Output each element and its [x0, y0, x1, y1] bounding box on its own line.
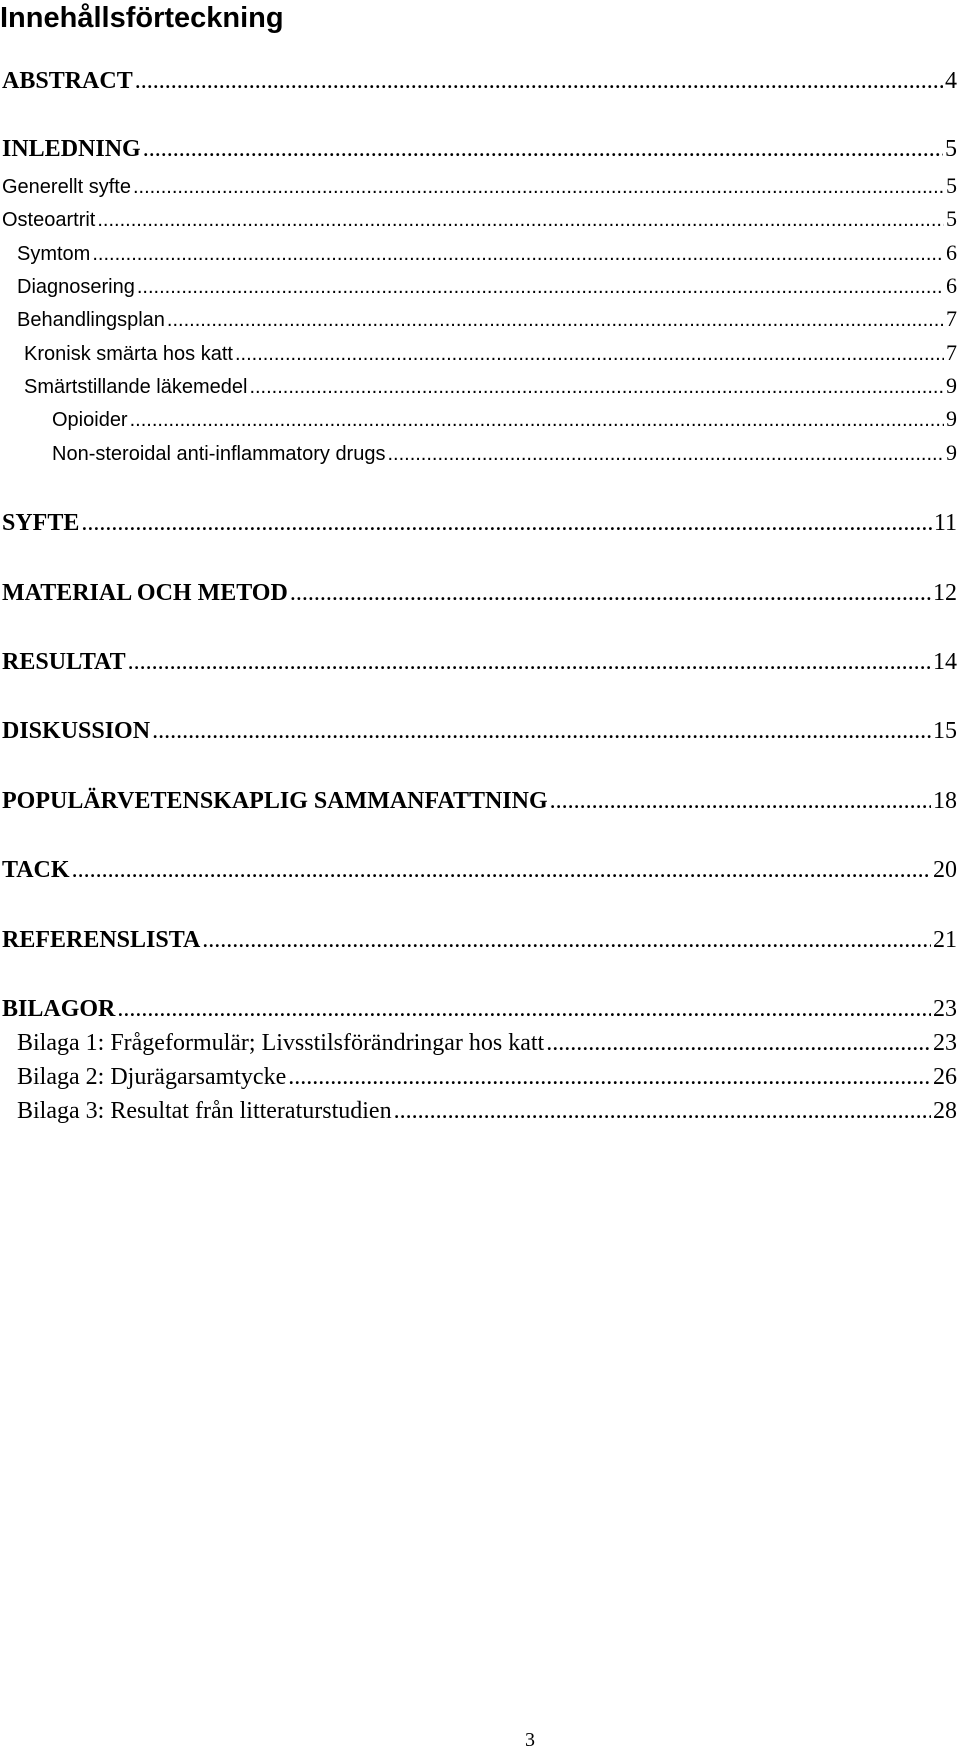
toc-entry-text: Smärtstillande läkemedel	[24, 376, 248, 398]
toc-entry-page: 9	[946, 406, 957, 431]
toc-entry-page: 28	[933, 1098, 957, 1124]
toc-entry-diagnosering[interactable]	[17, 273, 957, 300]
toc-leader	[167, 308, 944, 333]
toc-leader	[97, 208, 944, 233]
toc-leader	[288, 1062, 931, 1092]
toc-entry-bilaga-2[interactable]	[17, 1062, 957, 1092]
toc-entry-page: 26	[933, 1064, 957, 1090]
toc-leader	[130, 408, 944, 433]
toc-leader	[202, 925, 931, 955]
toc-entry-text: Symtom	[17, 243, 91, 265]
toc-leader	[143, 134, 943, 164]
toc-leader	[152, 716, 931, 746]
toc-entry-page: 9	[946, 440, 957, 465]
toc-entry-text: REFERENSLISTA	[2, 927, 201, 953]
toc-entry-behandlingsplan[interactable]	[17, 306, 957, 333]
toc-entry-text: TACK	[2, 857, 70, 883]
toc-entry-page: 5	[946, 206, 957, 231]
toc-entry-symtom[interactable]	[17, 240, 957, 267]
toc-entry-page: 23	[933, 996, 957, 1022]
toc-leader	[72, 855, 931, 885]
toc-leader	[117, 994, 931, 1024]
toc-entry-text: Non-steroidal anti-inflammatory drugs	[52, 443, 386, 465]
toc-entry-text: Bilaga 3: Resultat från litteraturstudien	[17, 1098, 392, 1124]
toc-leader	[133, 175, 944, 200]
toc-entry-referenslista[interactable]	[2, 925, 957, 955]
toc-entry-text: ABSTRACT	[2, 68, 133, 94]
toc-entry-bilaga-1[interactable]	[17, 1028, 957, 1058]
toc-entry-text: POPULÄRVETENSKAPLIG SAMMANFATTNING	[2, 788, 548, 814]
toc-entry-material-och-metod[interactable]	[2, 578, 957, 608]
toc-entry-text: MATERIAL OCH METOD	[2, 580, 288, 606]
toc-leader	[387, 442, 944, 467]
toc-entry-text: Osteoartrit	[2, 209, 96, 231]
toc-entry-generellt-syfte[interactable]	[2, 173, 957, 200]
toc-leader	[550, 786, 931, 816]
toc-leader	[81, 508, 932, 538]
toc-leader	[137, 275, 944, 300]
toc-entry-page: 14	[933, 649, 957, 675]
toc-entry-syfte[interactable]	[2, 508, 957, 538]
toc-entry-opioider[interactable]	[52, 406, 957, 433]
toc-entry-tack[interactable]	[2, 855, 957, 885]
toc-entry-text: BILAGOR	[2, 996, 116, 1022]
toc-entry-smartstillande-lakemedel[interactable]	[24, 373, 957, 400]
page-number: 3	[525, 1729, 535, 1751]
toc-entry-text: Bilaga 2: Djurägarsamtycke	[17, 1064, 287, 1090]
toc-entry-page: 23	[933, 1030, 957, 1056]
toc-entry-bilagor[interactable]	[2, 994, 957, 1024]
toc-entry-text: Bilaga 1: Frågeformulär; Livsstilsförändringar hos katt	[17, 1030, 545, 1056]
toc-entry-resultat[interactable]	[2, 647, 957, 677]
toc-entry-page: 20	[933, 857, 957, 883]
toc-entry-text: SYFTE	[2, 510, 80, 536]
toc-entry-page: 12	[933, 580, 957, 606]
toc-leader	[249, 375, 944, 400]
toc-entry-osteoartrit[interactable]	[2, 206, 957, 233]
toc-entry-text: Kronisk smärta hos katt	[24, 343, 233, 365]
toc-leader	[135, 66, 943, 96]
toc-entry-inledning[interactable]	[2, 134, 957, 164]
toc-leader	[394, 1096, 931, 1126]
toc-entry-kronisk-smarta[interactable]	[24, 340, 957, 367]
toc-leader	[290, 578, 931, 608]
toc-entry-page: 11	[933, 510, 957, 536]
toc-leader	[235, 342, 944, 367]
page-title: Innehållsförteckning	[0, 2, 284, 34]
toc-entry-page: 5	[946, 173, 957, 198]
toc-entry-page: 18	[933, 788, 957, 814]
toc-entry-text: INLEDNING	[2, 136, 141, 162]
toc-entry-text: Opioider	[52, 409, 128, 431]
toc-entry-page: 21	[933, 927, 957, 953]
toc-entry-page: 4	[945, 68, 957, 94]
toc-entry-abstract[interactable]	[2, 66, 957, 96]
toc-entry-page: 6	[946, 240, 957, 265]
toc-entry-page: 7	[946, 340, 957, 365]
toc-entry-page: 7	[946, 306, 957, 331]
toc-leader	[546, 1028, 931, 1058]
toc-leader	[92, 242, 944, 267]
toc-entry-page: 5	[945, 136, 957, 162]
toc-entry-bilaga-3[interactable]	[17, 1096, 957, 1126]
toc-entry-page: 15	[933, 718, 957, 744]
toc-entry-text: DISKUSSION	[2, 718, 151, 744]
toc-entry-popularvetenskaplig[interactable]	[2, 786, 957, 816]
toc-entry-text: Behandlingsplan	[17, 309, 165, 331]
toc-entry-text: Diagnosering	[17, 276, 135, 298]
toc-leader	[128, 647, 931, 677]
toc-entry-text: RESULTAT	[2, 649, 126, 675]
toc-entry-diskussion[interactable]	[2, 716, 957, 746]
toc-entry-text: Generellt syfte	[2, 176, 131, 198]
toc-entry-page: 9	[946, 373, 957, 398]
toc-entry-page: 6	[946, 273, 957, 298]
toc-entry-nsaid[interactable]	[52, 440, 957, 467]
